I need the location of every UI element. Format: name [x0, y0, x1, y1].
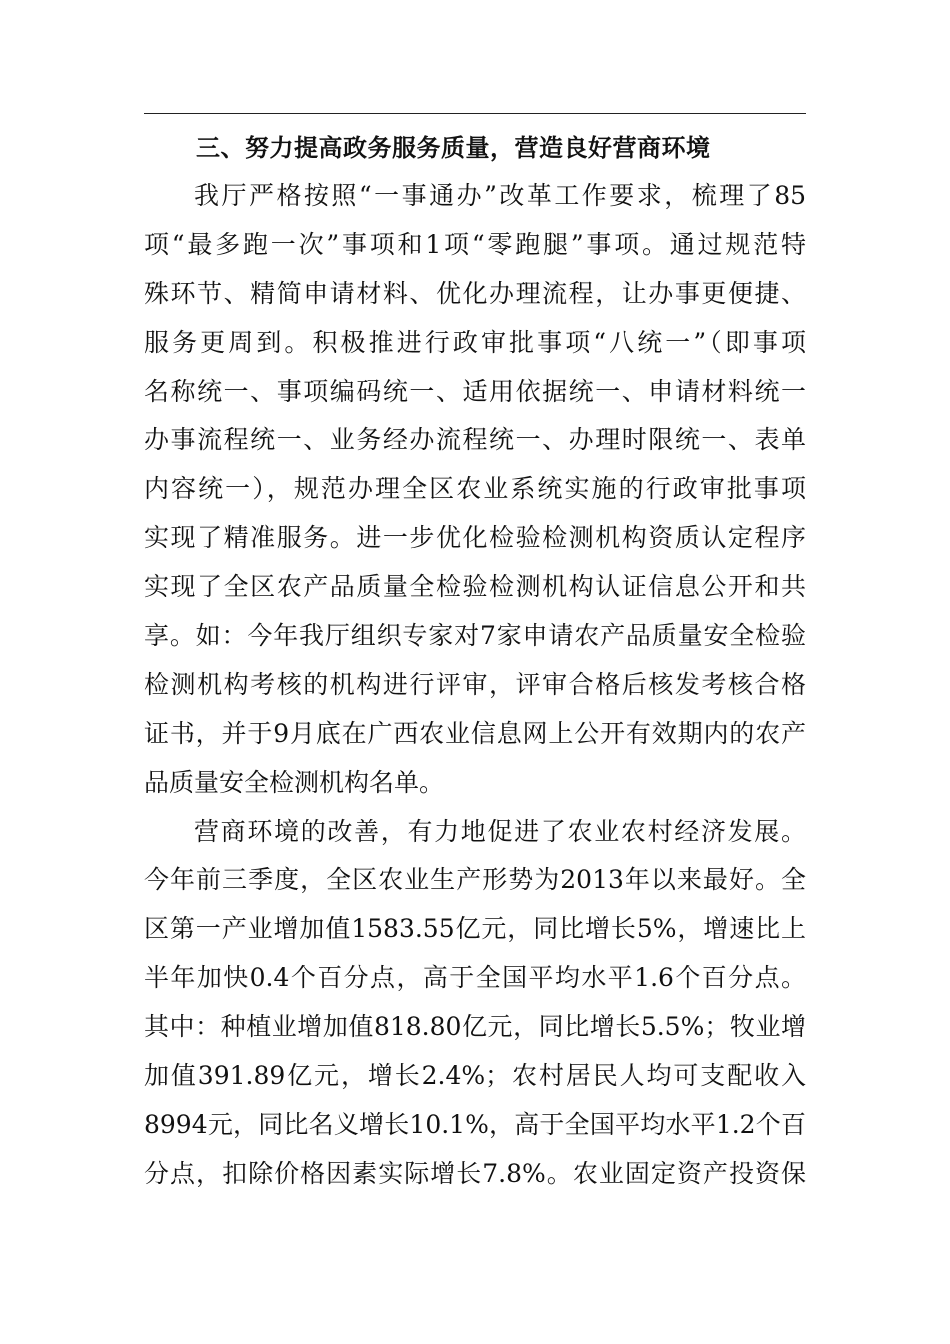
paragraph-line: 内容统一），规范办理全区农业系统实施的行政审批事项 — [144, 474, 806, 504]
header-rule — [144, 113, 806, 114]
paragraph-line: 分点，扣除价格因素实际增长7.8%。农业固定资产投资保 — [144, 1158, 806, 1188]
paragraph-line: 实现了全区农产品质量全检验检测机构认证信息公开和共 — [144, 572, 806, 602]
paragraph-line: 检测机构考核的机构进行评审，评审合格后核发考核合格 — [144, 669, 806, 699]
paragraph-line: 加值391.89亿元，增长2.4%；农村居民人均可支配收入 — [144, 1061, 806, 1091]
paragraph-economic-results — [144, 808, 806, 1199]
paragraph-line: 品质量安全检测机构名单。 — [144, 767, 445, 797]
paragraph-government-services — [144, 172, 806, 808]
document-body — [144, 124, 806, 1199]
paragraph-line: 证书，并于9月底在广西农业信息网上公开有效期内的农产 — [144, 718, 806, 748]
paragraph-line: 半年加快0.4个百分点，高于全国平均水平1.6个百分点。 — [144, 963, 806, 993]
paragraph-line: 享。如：今年我厅组织专家对7家申请农产品质量安全检验 — [144, 621, 806, 651]
paragraph-line: 我厅严格按照“一事通办”改革工作要求，梳理了85 — [194, 181, 806, 210]
paragraph-line: 实现了精准服务。进一步优化检验检测机构资质认定程序 — [144, 523, 806, 553]
paragraph-line: 项“最多跑一次”事项和1项“零跑腿”事项。通过规范特 — [144, 229, 806, 259]
paragraph-line: 今年前三季度，全区农业生产形势为2013年以来最好。全 — [144, 865, 806, 895]
paragraph-line: 其中：种植业增加值818.80亿元，同比增长5.5%；牧业增 — [144, 1012, 806, 1042]
paragraph-line: 办事流程统一、业务经办流程统一、办理时限统一、表单 — [144, 425, 806, 455]
paragraph-line: 8994元，同比名义增长10.1%，高于全国平均水平1.2个百 — [144, 1109, 806, 1139]
paragraph-line: 区第一产业增加值1583.55亿元，同比增长5%，增速比上 — [144, 914, 806, 944]
paragraph-line: 服务更周到。积极推进行政审批事项“八统一”（即事项 — [144, 327, 806, 357]
section-heading: 三、努力提高政务服务质量，营造良好营商环境 — [196, 134, 711, 162]
paragraph-line: 名称统一、事项编码统一、适用依据统一、申请材料统一 — [144, 376, 806, 406]
paragraph-line: 殊环节、精简申请材料、优化办理流程，让办事更便捷、 — [144, 278, 806, 308]
paragraph-line: 营商环境的改善，有力地促进了农业农村经济发展。 — [194, 816, 806, 846]
